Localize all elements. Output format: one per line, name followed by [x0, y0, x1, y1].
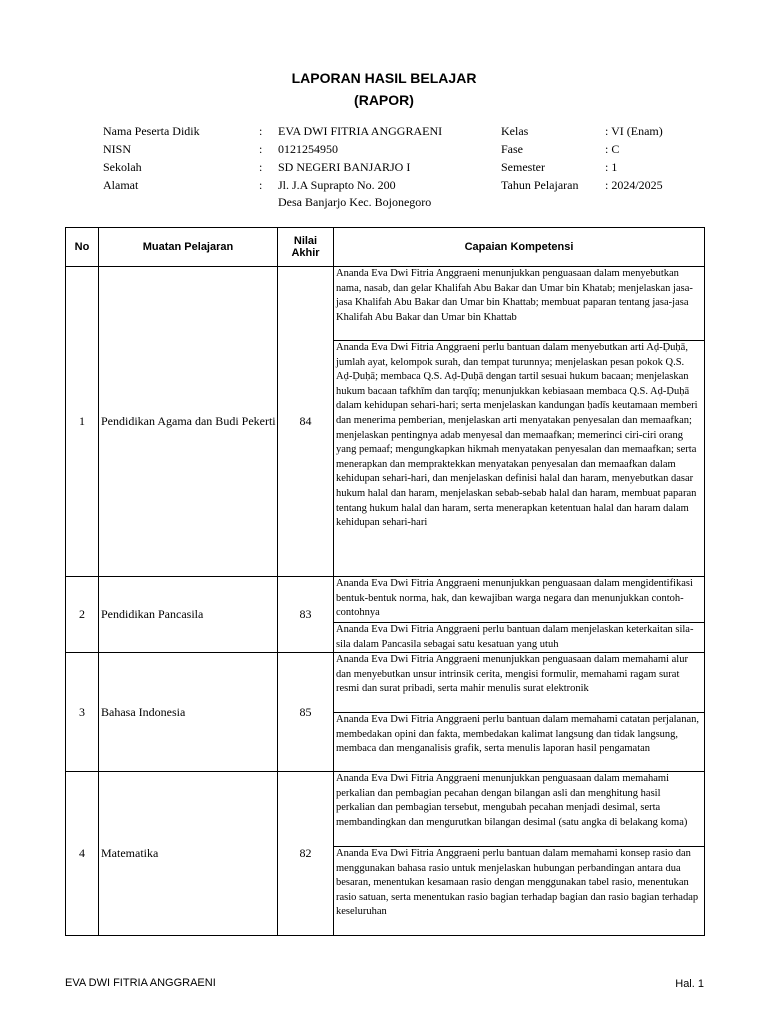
capaian-strength: Ananda Eva Dwi Fitria Anggraeni menunjukkan penguasaan dalam menyebutkan nama, nasab, dan gelar Khalifah Abu Bakar dan Umar bin Khatab; menjelaskan jasa-jasa Khalifah Abu Bakar dan Umar bin Khattab; membuat paparan tentang jasa-jasa Khalifah Abu Bakar dan Umar bin Khattab	[336, 268, 693, 323]
alamat-label: Alamat	[103, 178, 139, 192]
row-no: 3	[66, 653, 99, 772]
nisn-colon: :	[259, 142, 263, 156]
capaian-needs-help: Ananda Eva Dwi Fitria Anggraeni perlu bantuan dalam memahami konsep rasio dan menggunakan bahasa rasio untuk menjelaskan hubungan perbandingan antara dua besaran, menentukan kesamaan rasio dengan menggunakan tabel rasio, menentukan rasio satuan, serta menentukan rasio bagian terhadap bagian dan rasio bagian terhadap keseluruhan	[334, 846, 704, 935]
kelas-value: : VI (Enam)	[605, 124, 663, 138]
row-no: 4	[66, 772, 99, 936]
fase-value: : C	[605, 142, 620, 156]
row-capaian	[334, 772, 705, 936]
capaian-strength: Ananda Eva Dwi Fitria Anggraeni menunjukkan penguasaan dalam memahami alur dan menyebutkan unsur intrinsik cerita, mengisi formulir, memahami ragam surat resmi dan surat pribadi, serta mahir menulis surat elektronik	[336, 654, 688, 695]
footer-student-name: EVA DWI FITRIA ANGGRAENI	[65, 977, 216, 989]
nama-value: EVA DWI FITRIA ANGGRAENI	[278, 124, 443, 138]
semester-label: Semester	[501, 160, 545, 174]
table-row	[66, 577, 705, 653]
header-nilai-line2: Akhir	[291, 247, 320, 259]
capaian-needs-help: Ananda Eva Dwi Fitria Anggraeni perlu bantuan dalam menjelaskan keterkaitan sila-sila dalam Pancasila sebagai satu kesatuan yang utuh	[334, 622, 704, 652]
report-subtitle: (RAPOR)	[354, 92, 414, 108]
alamat-colon: :	[259, 178, 263, 192]
sekolah-label: Sekolah	[103, 160, 142, 174]
header-capaian: Capaian Kompetensi	[334, 228, 705, 267]
kelas-label: Kelas	[501, 124, 529, 138]
row-subject: Pendidikan Pancasila	[99, 577, 278, 653]
row-no: 1	[66, 267, 99, 577]
row-capaian	[334, 577, 705, 653]
sekolah-value: SD NEGERI BANJARJO I	[278, 160, 411, 174]
footer-page-number: Hal. 1	[675, 978, 704, 990]
row-subject: Matematika	[99, 772, 278, 936]
nama-colon: :	[259, 124, 263, 138]
row-subject: Pendidikan Agama dan Budi Pekerti	[99, 267, 278, 577]
header-no: No	[66, 228, 99, 267]
nisn-value: 0121254950	[278, 142, 338, 156]
nisn-label: NISN	[103, 142, 132, 156]
row-capaian	[334, 653, 705, 772]
row-no: 2	[66, 577, 99, 653]
row-capaian	[334, 267, 705, 577]
tahun-value: : 2024/2025	[605, 178, 663, 192]
row-score: 84	[278, 267, 334, 577]
fase-label: Fase	[501, 142, 523, 156]
table-header-row	[66, 228, 705, 267]
capaian-strength: Ananda Eva Dwi Fitria Anggraeni menunjukkan penguasaan dalam memahami perkalian dan pembagian pecahan dengan bilangan asli dan menghitung hasil perkalian dan pembagian tersebut, mengubah pecahan menjadi desimal, serta membandingkan dan mengurutkan bilangan desimal (satu angka di belakang koma)	[336, 773, 688, 828]
header-nilai	[278, 228, 334, 267]
report-title: LAPORAN HASIL BELAJAR	[291, 70, 477, 86]
row-subject: Bahasa Indonesia	[99, 653, 278, 772]
alamat-value-line1: Jl. J.A Suprapto No. 200	[278, 178, 396, 192]
table-row	[66, 653, 705, 772]
nama-label: Nama Peserta Didik	[103, 124, 200, 138]
row-score: 83	[278, 577, 334, 653]
grades-table	[65, 227, 705, 936]
row-score: 82	[278, 772, 334, 936]
alamat-value-line2: Desa Banjarjo Kec. Bojonegoro	[278, 195, 432, 209]
capaian-strength: Ananda Eva Dwi Fitria Anggraeni menunjukkan penguasaan dalam mengidentifikasi bentuk-bentuk norma, hak, dan kewajiban warga negara dan menunjukkan contoh-contohnya	[336, 578, 693, 619]
capaian-needs-help: Ananda Eva Dwi Fitria Anggraeni perlu bantuan dalam memahami catatan perjalanan, membedakan opini dan fakta, membedakan kalimat langsung dan tidak langsung, membaca dan menganalisis grafik, serta menulis laporan hasil pengamatan	[334, 712, 704, 771]
row-score: 85	[278, 653, 334, 772]
table-row	[66, 772, 705, 936]
header-nilai-line1: Nilai	[293, 235, 318, 247]
tahun-label: Tahun Pelajaran	[501, 178, 579, 192]
sekolah-colon: :	[259, 160, 263, 174]
header-muatan: Muatan Pelajaran	[99, 228, 278, 267]
table-row	[66, 267, 705, 577]
semester-value: : 1	[605, 160, 618, 174]
capaian-needs-help: Ananda Eva Dwi Fitria Anggraeni perlu bantuan dalam menyebutkan arti Aḍ-Ḍuḥā, jumlah ayat, kelompok surah, dan tempat turunnya; menjelaskan pesan pokok Q.S. Aḍ-Ḍuḥā; membaca Q.S. Aḍ-Ḍuḥā dengan tartil sesuai hukum bacaan; menjelaskan hukum bacaan tafkhīm dan tarqīq; menunjukkan kebiasaan membaca Q.S. Aḍ-Ḍuḥā dalam kehidupan sehari-hari; serta menjelaskan kandungan ḥadīs keutamaan memberi dan menerima pemberian, menjelaskan arti menyatakan penyesalan dan memaafkan; menjelaskan pentingnya adab menyesal dan memaafkan; memerinci ciri-ciri orang yang pemaaf; mengungkapkan hikmah menyatakan penyesalan dan memaafkan; serta menerapkan dan mempraktekkan menyatakan penyesalan dan memaafkan dalam kehidupan sehari-hari, dan menjelaskan definisi halal dan haram, menyebutkan dasar hukum halal dan haram, menjelaskan sebab-sebab halal dan haram, membuat paparan tentang hukum halal dan haram, serta menerapkan ketentuan halal dan haram dalam kehidupan sehari-hari	[334, 340, 704, 576]
